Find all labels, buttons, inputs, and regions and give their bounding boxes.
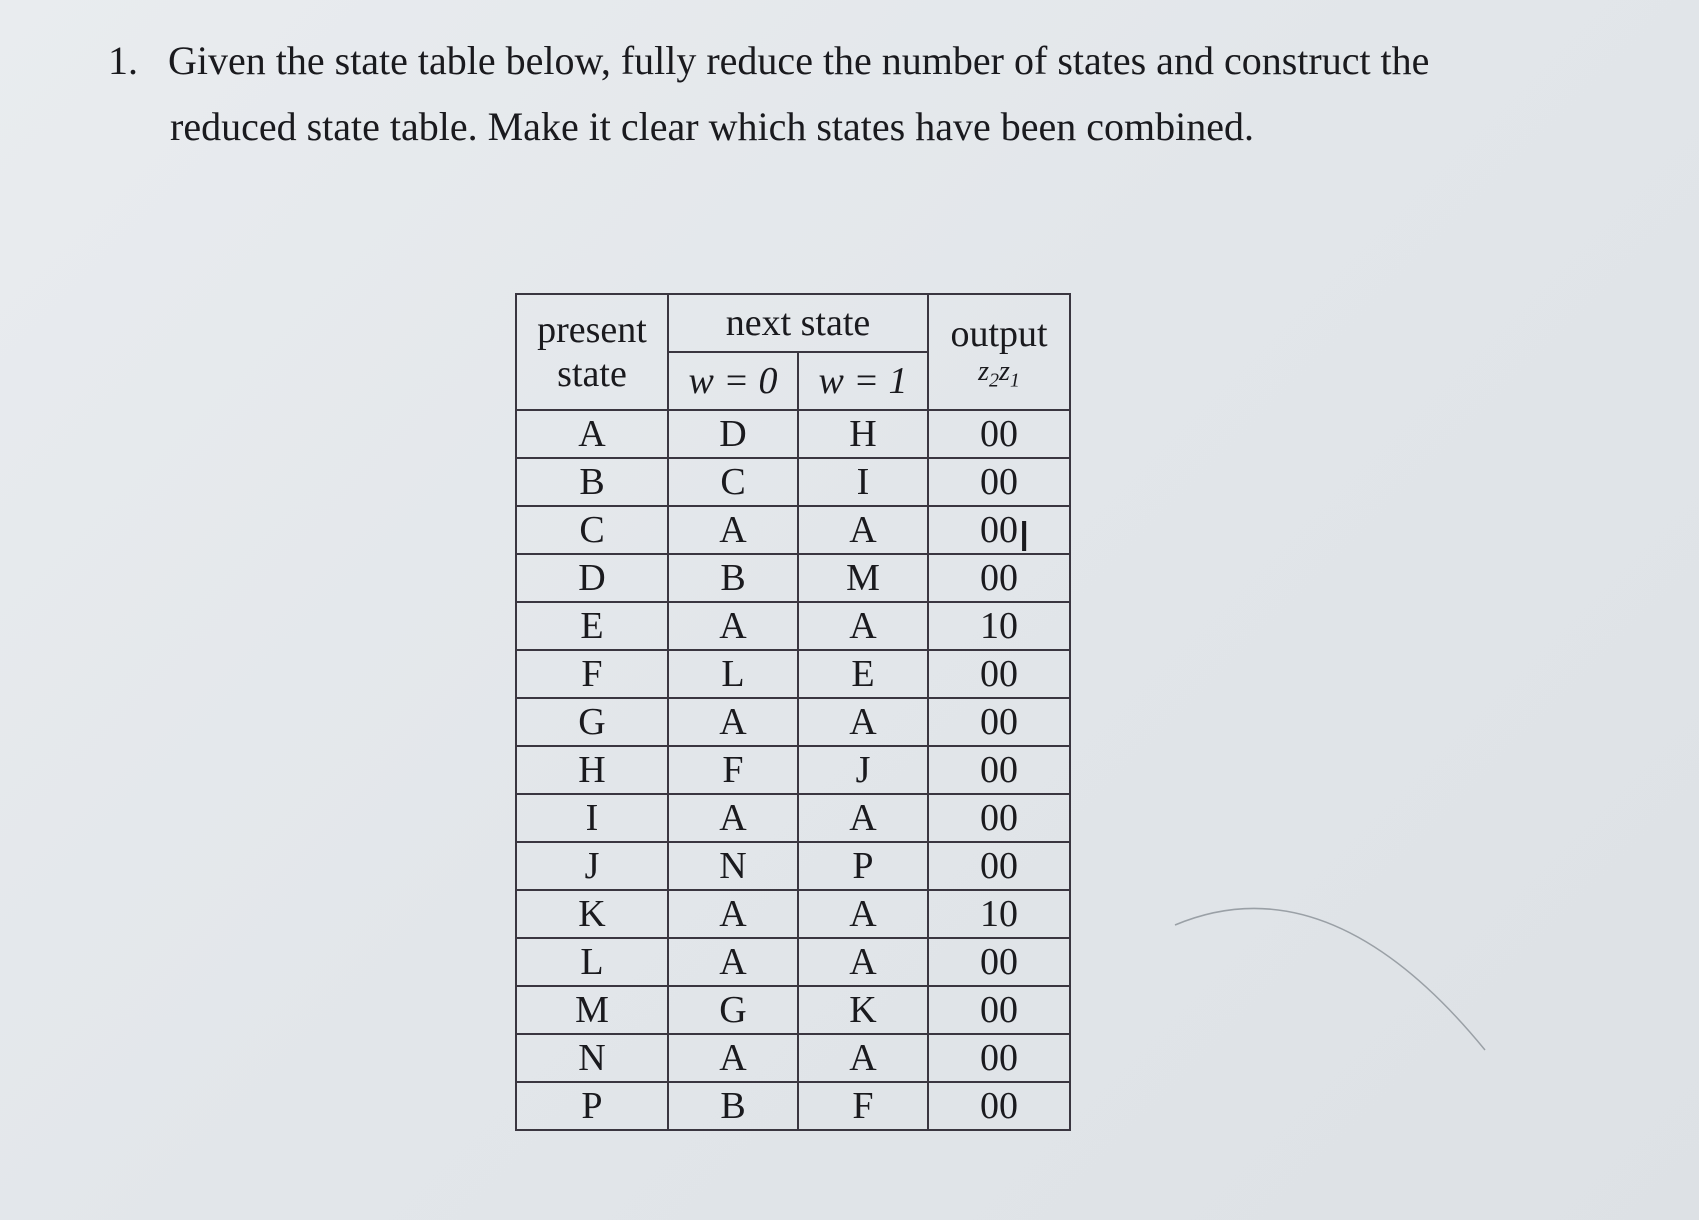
cell-next-w0: A — [668, 1034, 798, 1082]
cell-state: N — [516, 1034, 668, 1082]
header-next-state: next state — [668, 294, 928, 352]
cell-next-w0: D — [668, 410, 798, 458]
table-row — [516, 794, 1070, 842]
table-row — [516, 602, 1070, 650]
cell-output: 00 — [928, 506, 1070, 554]
cell-next-w1: A — [798, 890, 928, 938]
cell-state: M — [516, 986, 668, 1034]
table-row — [516, 554, 1070, 602]
cell-next-w1: P — [798, 842, 928, 890]
cell-next-w0: C — [668, 458, 798, 506]
question-text-line1: Given the state table below, fully reduce the number of states and construct the — [168, 38, 1430, 83]
text-cursor-icon: I — [1018, 512, 1031, 561]
cell-output: 00 — [928, 746, 1070, 794]
cell-next-w1: H — [798, 410, 928, 458]
cell-state: I — [516, 794, 668, 842]
cell-output: 00 — [928, 650, 1070, 698]
cell-state: G — [516, 698, 668, 746]
cell-next-w1: E — [798, 650, 928, 698]
cell-next-w1: F — [798, 1082, 928, 1130]
cell-next-w1: A — [798, 602, 928, 650]
cell-next-w1: K — [798, 986, 928, 1034]
cell-state: D — [516, 554, 668, 602]
table-row — [516, 1034, 1070, 1082]
table-row — [516, 458, 1070, 506]
cell-output: 00 — [928, 458, 1070, 506]
question-number: 1. — [108, 38, 138, 83]
cell-next-w0: A — [668, 938, 798, 986]
table-row — [516, 986, 1070, 1034]
cell-state: P — [516, 1082, 668, 1130]
question-text-line2: reduced state table. Make it clear which states have been combined. — [170, 104, 1254, 149]
cell-state: A — [516, 410, 668, 458]
header-output-sub: $z_2z_1$ — [978, 355, 1020, 392]
table-row — [516, 650, 1070, 698]
cell-next-w1: A — [798, 698, 928, 746]
cell-output: 00 — [928, 1082, 1070, 1130]
header-output — [928, 294, 1070, 410]
table-row — [516, 1082, 1070, 1130]
table-row — [516, 938, 1070, 986]
cell-next-w0: G — [668, 986, 798, 1034]
cell-output: 00 — [928, 1034, 1070, 1082]
cell-next-w0: N — [668, 842, 798, 890]
header-state-text: state — [557, 353, 627, 395]
cell-state: L — [516, 938, 668, 986]
cell-next-w1: I — [798, 458, 928, 506]
header-w0: w = 0 — [668, 352, 798, 410]
cell-output: 00 — [928, 698, 1070, 746]
table-row — [516, 842, 1070, 890]
cell-output: 00 — [928, 410, 1070, 458]
table-row — [516, 890, 1070, 938]
cell-next-w0: A — [668, 890, 798, 938]
cell-output: 00 — [928, 842, 1070, 890]
stray-line — [1170, 880, 1490, 1060]
cell-next-w0: A — [668, 794, 798, 842]
cell-state: E — [516, 602, 668, 650]
cell-next-w1: M — [798, 554, 928, 602]
cell-next-w1: A — [798, 506, 928, 554]
cell-output: 00 — [928, 794, 1070, 842]
cell-next-w0: B — [668, 554, 798, 602]
table-row — [516, 698, 1070, 746]
cell-state: J — [516, 842, 668, 890]
cell-next-w0: B — [668, 1082, 798, 1130]
table-row — [516, 410, 1070, 458]
cell-next-w0: L — [668, 650, 798, 698]
table-row — [516, 506, 1070, 554]
cell-output: 10 — [928, 890, 1070, 938]
header-w1: w = 1 — [798, 352, 928, 410]
cell-state: K — [516, 890, 668, 938]
cell-state: B — [516, 458, 668, 506]
state-table — [515, 293, 1071, 1131]
cell-next-w1: A — [798, 1034, 928, 1082]
cell-next-w1: J — [798, 746, 928, 794]
cell-state: C — [516, 506, 668, 554]
cell-next-w0: A — [668, 698, 798, 746]
header-present-state — [516, 294, 668, 410]
header-present-text: present — [537, 309, 647, 351]
cell-next-w0: A — [668, 602, 798, 650]
header-output-text: output — [950, 312, 1048, 355]
cell-next-w1: A — [798, 794, 928, 842]
cell-output: 00 — [928, 986, 1070, 1034]
cell-next-w0: F — [668, 746, 798, 794]
cell-output: 00 — [928, 554, 1070, 602]
cell-output: 10 — [928, 602, 1070, 650]
cell-output: 00 — [928, 938, 1070, 986]
cell-state: H — [516, 746, 668, 794]
table-row — [516, 746, 1070, 794]
cell-state: F — [516, 650, 668, 698]
cell-next-w0: A — [668, 506, 798, 554]
cell-next-w1: A — [798, 938, 928, 986]
